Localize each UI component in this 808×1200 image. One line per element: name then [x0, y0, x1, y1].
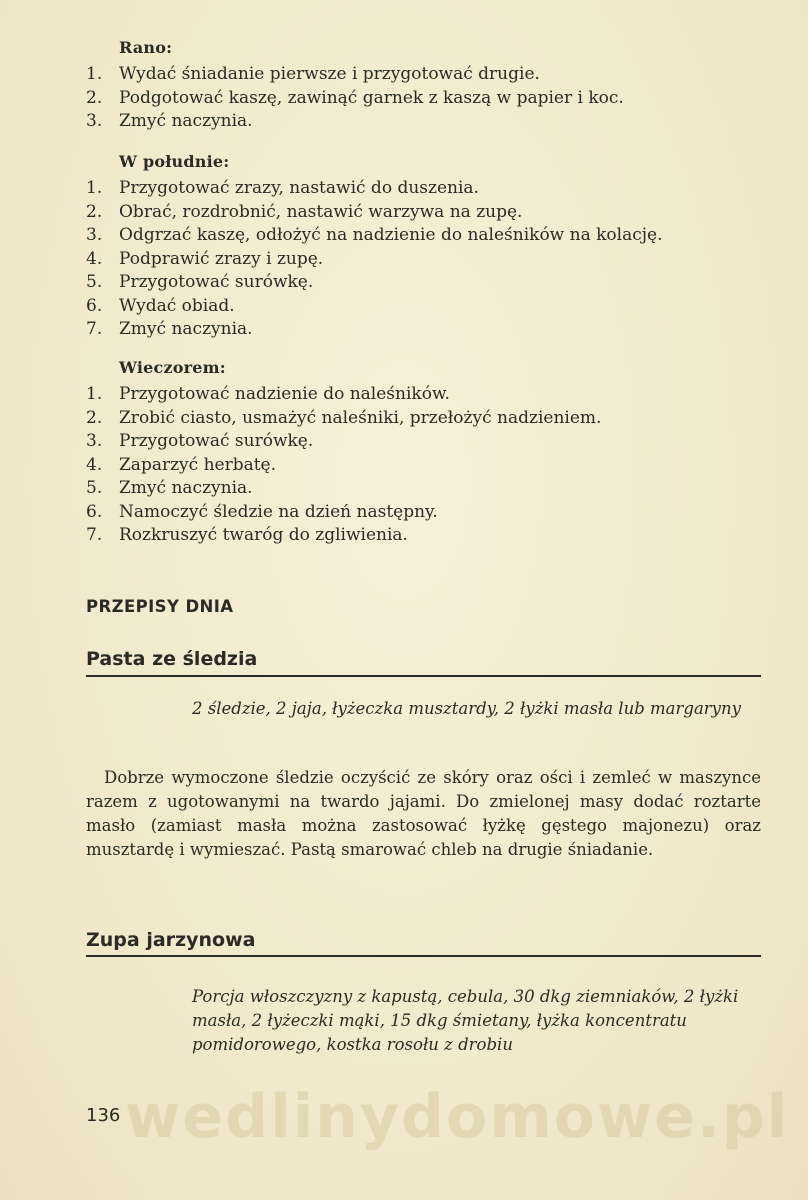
recipe-title: Zupa jarzynowa — [86, 929, 256, 951]
item-text: Obrać, rozdrobnić, nastawić warzywa na zupę. — [119, 201, 523, 222]
item-number: 3. — [86, 431, 103, 451]
recipe-ingredients: 2 śledzie, 2 jaja, łyżeczka musztardy, 2 łyżki masła lub margaryny — [192, 699, 741, 718]
evening-list — [86, 383, 601, 548]
list-item — [86, 454, 601, 478]
item-number: 7. — [86, 525, 103, 545]
morning-list — [86, 63, 624, 134]
morning-heading: Rano: — [119, 38, 173, 57]
item-number: 6. — [86, 295, 103, 316]
list-item — [86, 201, 663, 225]
title-underline — [86, 675, 761, 677]
item-text: Podprawić zrazy i zupę. — [119, 248, 324, 269]
evening-heading: Wieczorem: — [119, 358, 226, 377]
item-text: Przygotować nadzienie do naleśników. — [119, 384, 450, 404]
item-text: Zaparzyć herbatę. — [119, 454, 277, 475]
list-item — [86, 383, 601, 407]
item-number: 1. — [86, 384, 103, 404]
title-underline — [86, 955, 761, 957]
item-text: Przygotować surówkę. — [119, 272, 314, 292]
list-item — [86, 248, 663, 272]
list-item — [86, 177, 663, 201]
item-number: 7. — [86, 319, 103, 339]
item-number: 6. — [86, 501, 103, 522]
list-item — [86, 524, 601, 548]
list-item — [86, 430, 601, 454]
list-item — [86, 295, 663, 319]
list-item — [86, 318, 663, 342]
item-number: 5. — [86, 272, 103, 292]
item-text: Wydać obiad. — [119, 295, 235, 316]
list-item — [86, 501, 601, 525]
item-number: 2. — [86, 201, 103, 222]
recipe-instructions: Dobrze wymoczone śledzie oczyścić ze skóry oraz ości i zemleć w maszynce razem z ugotowanymi na twardo jajami. Do zmielonej masy dodać roztarte masło (zamiast masła można zastosować łyżkę gęstego majonezu) oraz musztardę i wymieszać. Pastą smarować chleb na drugie śniadanie. — [86, 768, 761, 859]
item-text: Zmyć naczynia. — [119, 319, 253, 339]
item-text: Rozkruszyć twaróg do zgliwienia. — [119, 525, 408, 545]
item-text: Podgotować kaszę, zawinąć garnek z kaszą w papier i koc. — [119, 87, 624, 108]
item-text: Przygotować zrazy, nastawić do duszenia. — [119, 178, 479, 198]
page-number: 136 — [86, 1105, 121, 1126]
list-item — [86, 87, 624, 111]
item-text: Zmyć naczynia. — [119, 478, 253, 498]
recipe-ingredients: Porcja włoszczyzny z kapustą, cebula, 30 dkg ziemniaków, 2 łyżki masła, 2 łyżeczki mąki, 15 dkg śmietany, łyżka koncentratu pomidorowego, kostka rosołu z drobiu — [192, 987, 739, 1054]
list-item — [86, 477, 601, 501]
list-item — [86, 407, 601, 431]
watermark: wedlinydomowe.pl — [125, 1082, 790, 1152]
noon-list — [86, 177, 663, 342]
item-text: Wydać śniadanie pierwsze i przygotować drugie. — [119, 64, 540, 84]
item-number: 1. — [86, 178, 103, 198]
item-number: 5. — [86, 478, 103, 498]
item-number: 3. — [86, 111, 103, 131]
item-number: 4. — [86, 454, 103, 475]
item-text: Zmyć naczynia. — [119, 111, 253, 131]
item-text: Zrobić ciasto, usmażyć naleśniki, przełożyć nadzieniem. — [119, 407, 602, 428]
list-item — [86, 224, 663, 248]
item-number: 2. — [86, 407, 103, 428]
list-item — [86, 63, 624, 87]
noon-heading: W południe: — [119, 152, 230, 171]
list-item — [86, 271, 663, 295]
item-number: 4. — [86, 248, 103, 269]
item-number: 2. — [86, 87, 103, 108]
list-item — [86, 110, 624, 134]
item-text: Namoczyć śledzie na dzień następny. — [119, 501, 438, 522]
item-text: Przygotować surówkę. — [119, 431, 314, 451]
item-text: Odgrzać kaszę, odłożyć na nadzienie do naleśników na kolację. — [119, 225, 663, 245]
recipes-heading: PRZEPISY DNIA — [86, 597, 234, 616]
recipe-title: Pasta ze śledzia — [86, 648, 258, 670]
item-number: 3. — [86, 225, 103, 245]
item-number: 1. — [86, 64, 103, 84]
